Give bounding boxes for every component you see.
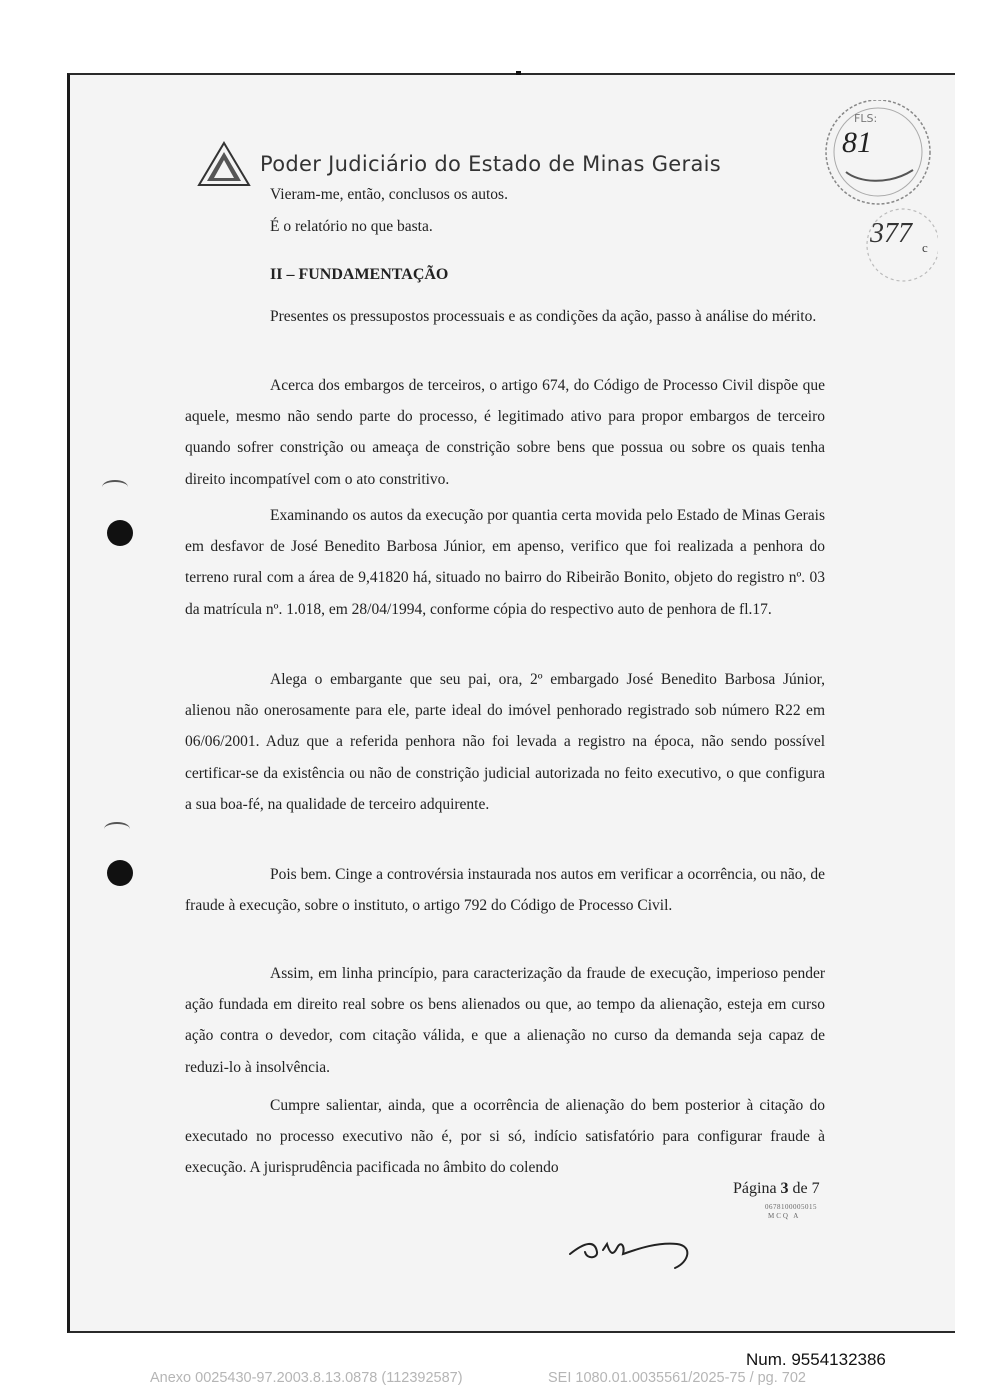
- sei-reference: SEI 1080.01.0035561/2025-75 / pg. 702: [548, 1370, 806, 1386]
- folio-stamp: [818, 100, 938, 290]
- stamp-seal-icon: [818, 100, 938, 290]
- punch-mark: [102, 480, 128, 494]
- stamp-sheet-number: 377: [870, 218, 912, 249]
- paragraph-3: Examinando os autos da execução por quantia certa movida pelo Estado de Minas Gerais em desfavor de José Benedito Barbosa Júnior, em apenso, verifico que foi realizada a penhora do terreno rural com a área de 9,41820 há, situado no bairro do Ribeirão Bonito, objeto do registro nº. 03 da matrícula nº. 1.018, em 28/04/1994, conforme cópia do respectivo auto de penhora de fl.17.: [185, 507, 825, 618]
- page-prefix: Página: [733, 1180, 777, 1197]
- paragraph-4: Alega o embargante que seu pai, ora, 2º embargado José Benedito Barbosa Júnior, alienou não onerosamente para ele, parte ideal do imóvel penhorado registrado sob número R22 em 06/06/2001. Aduz que a referida penhora não foi levada a registro na época, não sendo possível certificar-se da existência ou não de constrição judicial autorizada no feito executivo, o que configura a sua boa-fé, na qualidade de terceiro adquirente.: [185, 671, 825, 813]
- section-heading: II – FUNDAMENTAÇÃO: [270, 266, 449, 283]
- page-number: [733, 1180, 820, 1198]
- triangle-emblem-icon: [196, 140, 252, 188]
- punch-hole: [107, 520, 133, 546]
- paragraph-6: Assim, em linha princípio, para caracterização da fraude de execução, imperioso pender ação fundada em direito real sobre os bens alienados ou que, ao tempo da alienação, esteja em curso ação contra o devedor, com citação válida, e que a alienação no curso da demanda seja capaz de reduzi-lo à insolvência.: [185, 965, 825, 1076]
- intro-line-1: Vieram-me, então, conclusos os autos.: [270, 186, 508, 203]
- signature-icon: [565, 1222, 705, 1272]
- document-initials: MCQ A: [768, 1212, 801, 1220]
- paragraph-2: Acerca dos embargos de terceiros, o artigo 674, do Código de Processo Civil dispõe que aquele, mesmo não sendo parte do processo, é legitimado ativo para propor embargos de terceiro quando sofrer constrição ou ameaça de constrição sobre bens que possua ou sobre os quais tenha direito incompatível com o ato constritivo.: [185, 377, 825, 488]
- paragraph-5: Pois bem. Cinge a controvérsia instaurada nos autos em verificar a ocorrência, ou não, de fraude à execução, sobre o instituto, o artigo 792 do Código de Processo Civil.: [185, 866, 825, 915]
- court-title: Poder Judiciário do Estado de Minas Gerais: [260, 152, 721, 176]
- intro-line-2: É o relatório no que basta.: [270, 218, 433, 235]
- court-header: [196, 140, 721, 188]
- paragraph-7: Cumpre salientar, ainda, que a ocorrência de alienação do bem posterior à citação do executado no processo executivo não é, por si só, indício satisfatório para configurar fraude à execução. A jurisprudência pacificada no âmbito do colendo: [185, 1097, 825, 1177]
- page-total: 7: [811, 1180, 820, 1197]
- stamp-suffix: c: [922, 240, 928, 255]
- annex-reference: Anexo 0025430-97.2003.8.13.0878 (112392587): [150, 1370, 463, 1386]
- punch-hole: [107, 860, 133, 886]
- stamp-handwritten-number: 81: [842, 126, 872, 159]
- punch-mark: [104, 822, 130, 836]
- stamp-label: FLS:: [854, 112, 878, 125]
- page-current: 3: [780, 1180, 789, 1197]
- page-middle: de: [792, 1180, 808, 1197]
- document-code: 0678100005015: [765, 1203, 817, 1211]
- paragraph-1: Presentes os pressupostos processuais e as condições da ação, passo à análise do mérito.: [270, 308, 817, 325]
- scan-mark: [516, 71, 521, 75]
- document-num: Num. 9554132386: [746, 1350, 886, 1369]
